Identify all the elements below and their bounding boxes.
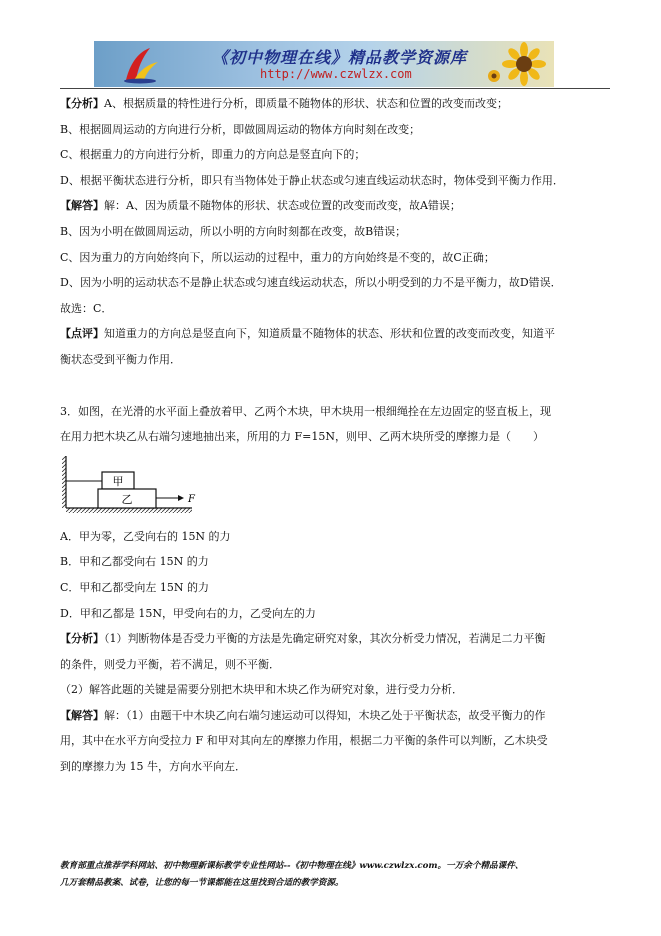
- analysis-label: 【分析】: [60, 632, 104, 646]
- force-arrowhead-icon: [178, 495, 184, 501]
- q2-answer: 故选：C．: [60, 301, 113, 315]
- site-url[interactable]: http://www.czwlzx.com: [260, 67, 412, 81]
- footer-line-1: 教育部重点推荐学科网站、初中物理新课标教学专业性网站--《初中物理在线》www.czwlzx.com。一万余个精品课件、: [60, 861, 524, 871]
- q2-solution-a: 【解答】解：A、因为质量不随物体的形状、状态或位置的改变而改变，故A错误；: [60, 199, 461, 213]
- q3-option-c: C．甲和乙都受向左 15N 的力: [60, 580, 210, 594]
- ground-hatch: [66, 508, 192, 513]
- q3-figure: [60, 450, 612, 524]
- header-divider: [60, 88, 610, 89]
- page-footer: [60, 858, 610, 892]
- q3-analysis-1a: 【分析】（1）判断物体是否受力平衡的方法是先确定研究对象，其次分析受力情况，若满足二力平衡: [60, 632, 546, 646]
- block-yi-label: 乙: [121, 492, 133, 506]
- q2-analysis-c: C、根据重力的方向进行分析，即重力的方向总是竖直向下的；: [60, 148, 366, 162]
- q3-option-b: B．甲和乙都受向右 15N 的力: [60, 555, 209, 569]
- sunflower-icon: [484, 42, 552, 86]
- analysis-label: 【分析】: [60, 97, 104, 110]
- q2-analysis-a: 【分析】A、根据质量的特性进行分析，即质量不随物体的形状、状态和位置的改变而改变；: [60, 97, 508, 110]
- document-body: [60, 91, 612, 780]
- blocks-diagram: [62, 456, 202, 518]
- site-title: 《初中物理在线》精品教学资源库: [212, 48, 468, 67]
- q3-analysis-2: （2）解答此题的关键是需要分别把木块甲和木块乙作为研究对象，进行受力分析．: [60, 683, 463, 697]
- force-label: F: [188, 493, 195, 505]
- q3-option-d: D．甲和乙都是 15N，甲受向右的力，乙受向左的力: [60, 606, 316, 620]
- q2-solution-b: B、因为小明在做圆周运动，所以小明的方向时刻都在改变，故B错误；: [60, 224, 407, 238]
- q3-option-a: A．甲为零，乙受向右的 15N 的力: [60, 529, 231, 543]
- section-gap: [60, 373, 612, 399]
- q2-comment-1: 【点评】知道重力的方向总是竖直向下，知道质量不随物体的状态、形状和位置的改变而改变，知道平: [60, 327, 555, 341]
- q2-analysis-b: B、根据圆周运动的方向进行分析，即做圆周运动的物体方向时刻在改变；: [60, 122, 421, 136]
- solution-label: 【解答】: [60, 708, 104, 722]
- footer-line-2: 几万套精品教案、试卷，让您的每一节课都能在这里找到合适的教学资源。: [60, 878, 344, 888]
- block-jia-label: 甲: [112, 474, 124, 488]
- header-banner: [94, 41, 554, 87]
- q3-stem-1: 3．如图，在光滑的水平面上叠放着甲、乙两个木块，甲木块用一根细绳拴在左边固定的竖直板上，现: [60, 404, 551, 418]
- q3-solution-1: 【解答】解：（1）由题干中木块乙向右端匀速运动可以得知，木块乙处于平衡状态，故受平衡力的作: [60, 708, 546, 722]
- comment-label: 【点评】: [60, 327, 104, 341]
- q2-solution-c: C、因为重力的方向始终向下，所以运动的过程中，重力的方向始终是不变的，故C正确；: [60, 250, 495, 264]
- q3-solution-3: 到的摩擦力为 15 牛，方向水平向左．: [60, 760, 246, 774]
- q2-solution-d: D、因为小明的运动状态不是静止状态或匀速直线运动状态，所以小明受到的力不是平衡力，故D错误．: [60, 276, 562, 290]
- q2-comment-2: 衡状态受到平衡力作用．: [60, 352, 181, 366]
- site-logo-icon: [120, 44, 160, 84]
- solution-label: 【解答】: [60, 199, 104, 213]
- q3-analysis-1b: 的条件，则受力平衡，若不满足，则不平衡．: [60, 657, 280, 671]
- q3-solution-2: 用，其中在水平方向受拉力 F 和甲对其向左的摩擦力作用，根据二力平衡的条件可以判断，乙木块受: [60, 734, 548, 748]
- q3-stem-2: 在用力把木块乙从右端匀速地抽出来，所用的力 F=15N，则甲、乙两木块所受的摩擦力是（ ）: [60, 430, 544, 444]
- q2-analysis-d: D、根据平衡状态进行分析，即只有当物体处于静止状态或匀速直线运动状态时，物体受到平衡力作用．: [60, 173, 564, 187]
